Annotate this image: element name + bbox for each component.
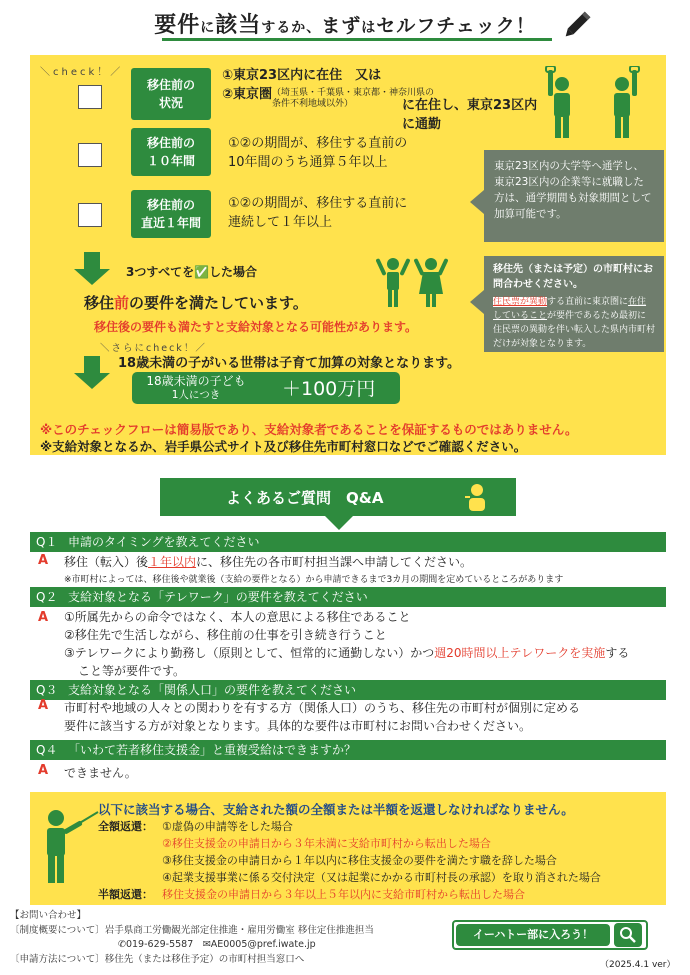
question-bar-4: Q４ 「いわて若者移住支援金」と重複受給はできますか？ <box>30 740 666 760</box>
result-main: 移住前の要件を満たしています。 <box>84 294 308 312</box>
answer-letter-4: A <box>38 763 49 778</box>
answer-4: できません。 <box>64 766 137 780</box>
checkbox-1[interactable] <box>78 85 102 109</box>
child-bonus-box: 18歳未満の子ども 1人につき ＋100万円 <box>132 372 400 404</box>
page-title: 要件に該当するか、まずはセルフチェック！ <box>154 13 536 38</box>
answer-2: ①所属先からの命令ではなく、本人の意思による移住であること ②移住先で生活しながら、移住前の仕事を引き続き行うこと ③テレワークにより勤務し（原則として、恒常的に通勤しない）かつ週20時間以上テレワークを実施する こと等が要件です。 <box>64 610 630 678</box>
result-sub: 移住後の要件も満たすと支給対象となる可能性があります。 <box>94 320 418 334</box>
search-icon <box>619 926 637 948</box>
answer-1-note: ※市町村によっては、移住後や就業後（支給の要件となる）から申請できるまで3カ月の期間を定めているところがあります <box>64 575 564 585</box>
check-label-2: ＼さらにcheck！／ <box>100 343 207 354</box>
answer-letter-2: A <box>38 610 49 625</box>
teacher-pointer-icon <box>38 806 100 890</box>
down-arrow-icon-2 <box>84 356 100 374</box>
commuter-icon <box>540 66 664 144</box>
answer-letter-1: A <box>38 553 49 568</box>
answer-3: 市町村や地域の人々との関わりを有する方（関係人口）のうち、移住先の市町村が個別に定める 要件に該当する方が対象となります。具体的な要件は市町村にお問い合わせください。 <box>64 701 581 733</box>
condition-text-2: ①②の期間が、移住する直前の 10年間のうち通算５年以上 <box>228 136 408 170</box>
pencil-icon <box>560 8 594 46</box>
version-label: （2025.4.1 ver） <box>600 960 676 970</box>
qa-header: よくあるご質問 Q&A <box>160 478 516 516</box>
qa-header-pointer <box>325 516 353 530</box>
search-button[interactable] <box>614 923 642 947</box>
disclaimer-1: ※このチェックフローは簡易版であり、支給対象者であることを保証するものではありません。 <box>40 422 578 437</box>
down-arrow-head <box>74 269 110 285</box>
result-condition: 3つすべてを✅した場合 <box>126 265 258 279</box>
full-repay-list: ①虚偽の申請等をした場合 ②移住支援金の申請日から３年未満に支給市町村から転出した場合 ③移住支援金の申請日から１年以内に移住支援金の要件を満たす職を辞した場合 ④起業支援事業に係る交付決定（又は起業にかかる市町村長の承認）を取り消された場合 <box>162 820 601 884</box>
repayment-title: 以下に該当する場合、支給された額の全額または半額を返還しなければなりません。 <box>98 802 574 817</box>
person-icon <box>462 482 492 516</box>
search-banner-label[interactable]: イーハトー部に入ろう！ <box>456 924 610 946</box>
question-bar-1: Q１ 申請のタイミングを教えてください <box>30 532 666 552</box>
celebrate-people-icon <box>376 254 452 314</box>
checkbox-2[interactable] <box>78 143 102 167</box>
question-bar-3: Q３ 支給対象となる「関係人口」の要件を教えてください <box>30 680 666 700</box>
answer-letter-3: A <box>38 698 49 713</box>
condition-head-2: 移住前の １０年間 <box>131 128 211 176</box>
disclaimer-2: ※支給対象となるか、岩手県公式サイト及び移住先市町村窓口などでご確認ください。 <box>40 439 527 454</box>
note-box-residence: 移住先（または予定）の市町村にお問合わせください。 住民票が異動する直前に東京圏に在住していることが要件であるため最初に住民票の異動を伴い転入した県内市町村だけが対象となります。 <box>484 256 664 352</box>
half-repay-text: 移住支援金の申請日から３年以上５年以内に支給市町村から転出した場合 <box>162 888 525 901</box>
note-box-commute: 東京23区内の大学等へ通学し、東京23区内の企業等に就職した方は、通学期間も対象期間として加算可能です。 <box>484 150 664 242</box>
half-repay-label: 半額返還： <box>98 888 153 901</box>
note-pointer-1 <box>470 190 484 214</box>
condition-head-1: 移住前の 状況 <box>131 68 211 120</box>
condition-text-3: ①②の期間が、移住する直前に 連続して１年以上 <box>228 196 408 230</box>
note-pointer-2 <box>470 290 484 314</box>
title-underline <box>162 38 552 41</box>
child-line: 18歳未満の子がいる世帯は子育て加算の対象となります。 <box>118 356 461 371</box>
answer-1: 移住（転入）後１年以内に、移住先の各市町村担当課へ申請してください。 <box>64 555 473 569</box>
check-label: ＼check！／ <box>40 67 124 78</box>
full-repay-label: 全額返還： <box>98 820 153 833</box>
down-arrow-head-2 <box>74 373 110 389</box>
down-arrow-icon <box>84 252 100 270</box>
condition-text-1: ①東京23区内に在住 又は ②東京圏 （埼玉県・千葉県・東京都・神奈川県の 条件不利地域以外） に在住し、東京23区内に通勤 <box>222 68 538 132</box>
contact-block: 【お問い合わせ】 〔制度概要について〕岩手県商工労働観光部定住推進・雇用労働室 移住定住推進担当 ✆019-629-5587 ✉AE0005@pref.iwate.jp 〔申請方法について〕移住先（または移住予定）の市町村担当窓口へ <box>10 910 374 965</box>
question-bar-2: Q２ 支給対象となる「テレワーク」の要件を教えてください <box>30 587 666 607</box>
condition-head-3: 移住前の 直近１年間 <box>131 190 211 238</box>
checkbox-3[interactable] <box>78 203 102 227</box>
